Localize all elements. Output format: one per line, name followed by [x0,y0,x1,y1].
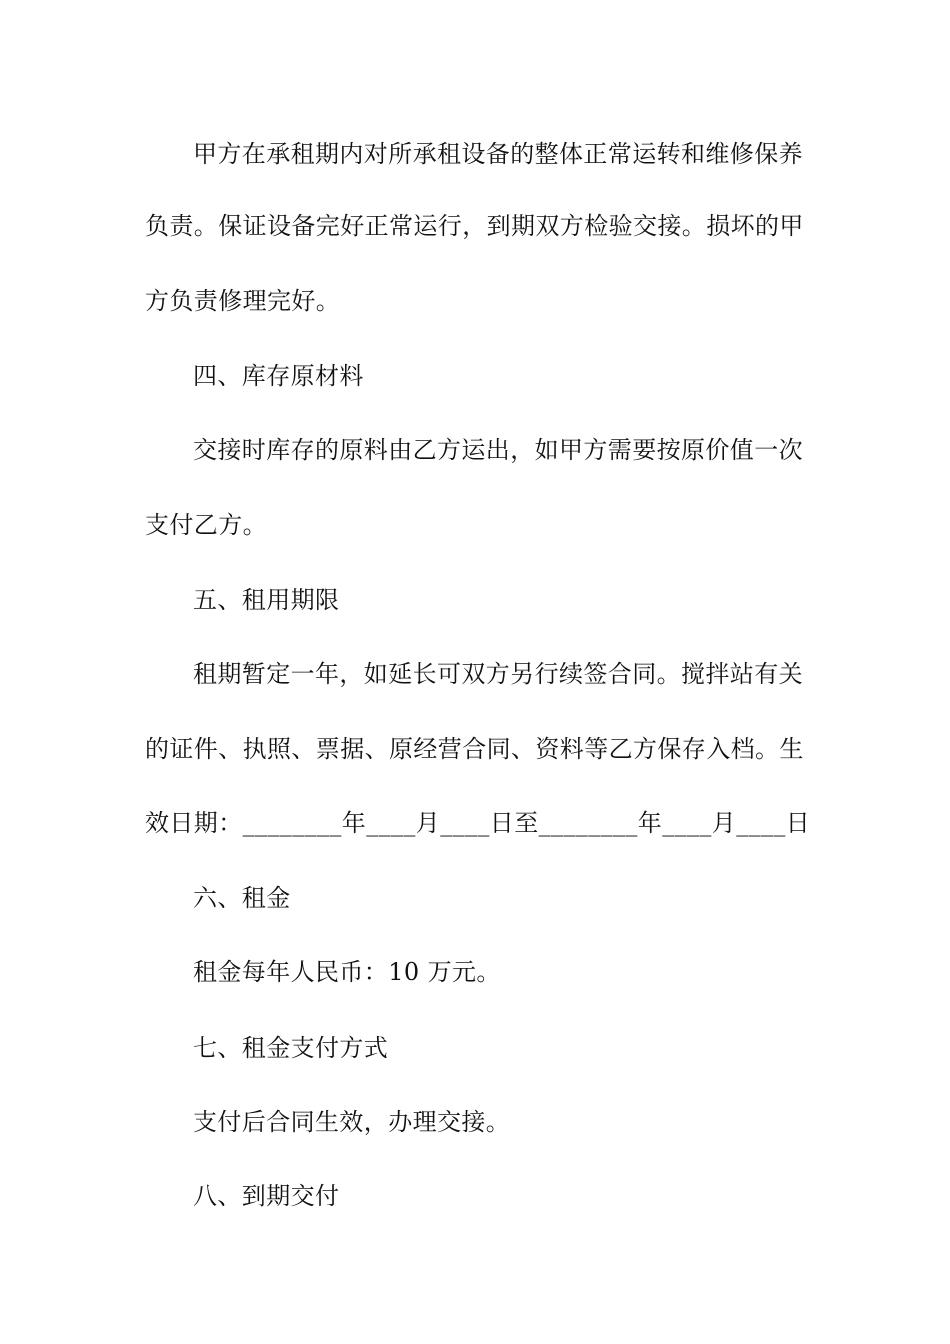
paragraph-line: 交接时库存的原料由乙方运出，如甲方需要按原价值一次 [193,436,803,464]
section-heading: 五、租用期限 [193,586,340,614]
section-heading: 八、到期交付 [193,1182,340,1210]
paragraph-line: 支付后合同生效，办理交接。 [193,1108,511,1136]
section-heading: 七、租金支付方式 [193,1034,389,1062]
section-heading: 六、租金 [193,884,291,912]
paragraph-line: 的证件、执照、票据、原经营合同、资料等乙方保存入档。生 [145,735,804,763]
effective-date-line: 效日期：________年____月____日至________年____月____日 [145,809,811,837]
paragraph-line: 甲方在承租期内对所承租设备的整体正常运转和维修保养 [193,140,803,168]
paragraph-line: 租期暂定一年，如延长可双方另行续签合同。搅拌站有关 [193,660,803,688]
paragraph-line: 支付乙方。 [145,511,267,539]
paragraph-line: 负责。保证设备完好正常运行，到期双方检验交接。损坏的甲 [145,212,804,240]
paragraph-line: 租金每年人民币：10 万元。 [193,958,501,986]
paragraph-line: 方负责修理完好。 [145,287,341,315]
section-heading: 四、库存原材料 [193,362,364,390]
